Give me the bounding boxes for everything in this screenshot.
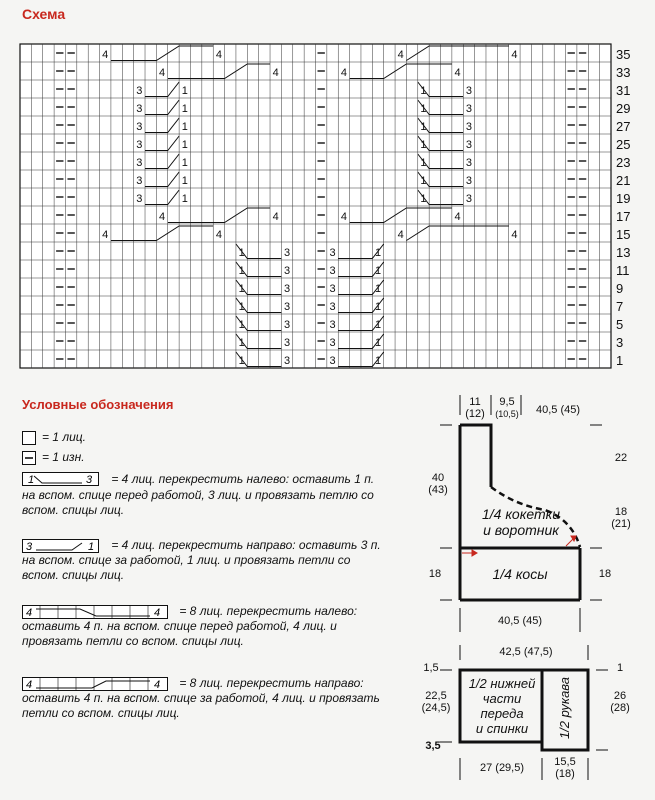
cross-digit: 4: [397, 229, 404, 242]
cross-digit: 4: [511, 49, 518, 62]
legend-cross-left-text: = 4 лиц. перекрестить налево: оставить 1 п. на вспом. спице перед работой, 3 лиц. и провязать петлю со вспом. спицы лиц.: [22, 472, 375, 517]
row-number: 17: [616, 208, 631, 224]
lower-body-label: 1/2 нижней части переда и спинки: [468, 676, 536, 736]
cross-digit: 1: [420, 157, 427, 170]
cross-digit: 1: [420, 85, 427, 98]
sym-1: 1: [28, 474, 35, 486]
legend-cross-8-right-text: = 8 лиц. перекрестить направо: оставить 4 п. на вспом. спице за работой, 4 лиц. и провязать петли со вспом. спицы лиц.: [22, 676, 380, 720]
sym-4c: 4: [26, 678, 33, 691]
cross-digit: 1: [238, 283, 245, 296]
dim-left-1-5: 1,5: [423, 662, 439, 674]
cross-digit: 3: [465, 139, 472, 152]
row-number: 23: [616, 154, 631, 170]
cross-digit: 1: [181, 121, 188, 134]
scheme-title: Схема: [22, 6, 66, 22]
legend-title: Условные обозначения: [22, 397, 174, 412]
dim-bottom-27: 27 (29,5): [479, 762, 525, 774]
cross-digit: 4: [454, 211, 461, 224]
row-number: 25: [616, 136, 631, 152]
sym-4a: 4: [26, 606, 33, 619]
cross-digit: 1: [420, 121, 427, 134]
cross-digit: 3: [329, 247, 336, 260]
row-number: 27: [616, 118, 631, 134]
cross-digit: 4: [159, 67, 166, 80]
cross-digit: 4: [454, 67, 461, 80]
cross-digit: 4: [340, 67, 347, 80]
dim-left-3-5: 3,5: [425, 740, 441, 752]
cross-digit: 3: [465, 85, 472, 98]
dim-right-18: 18: [598, 568, 612, 580]
cross-digit: 3: [284, 355, 291, 368]
cross-digit: 4: [397, 49, 404, 62]
cross-digit: 1: [238, 301, 245, 314]
cross-digit: 3: [136, 193, 143, 206]
cross-digit: 3: [136, 157, 143, 170]
row-number: 35: [616, 46, 631, 62]
cross-digit: 1: [238, 265, 245, 278]
dim-left-18: 18: [428, 568, 442, 580]
row-number: 7: [616, 298, 624, 314]
cross-digit: 1: [181, 193, 188, 206]
cross-digit: 3: [465, 193, 472, 206]
cross-digit: 3: [329, 301, 336, 314]
cross-digit: 3: [284, 247, 291, 260]
row-number: 9: [616, 280, 624, 296]
sym-4b: 4: [154, 606, 161, 619]
cross-digit: 1: [420, 175, 427, 188]
cross-digit: 3: [329, 283, 336, 296]
row-number: 11: [616, 262, 630, 278]
row-number: 19: [616, 190, 631, 206]
cross-digit: 1: [374, 301, 382, 314]
cross-digit: 4: [102, 229, 109, 242]
row-number: 13: [616, 244, 631, 260]
yoke-label: 1/4 кокетки и воротник: [481, 506, 561, 538]
cross-digit: 3: [465, 103, 472, 116]
dim-left-40: 40 (43): [428, 472, 448, 496]
cross-digit: 3: [284, 337, 291, 350]
cross-digit: 1: [420, 193, 427, 206]
cross-digit: 1: [374, 337, 382, 350]
sym-3b: 3: [26, 540, 33, 553]
dim-width-42-5: 42,5 (47,5): [499, 646, 553, 658]
dim-left-22-5: 22,5 (24,5): [421, 690, 451, 714]
legend-knit-text: = 1 лиц.: [42, 430, 86, 444]
cross-digit: 1: [181, 157, 188, 170]
cross-digit: 1: [238, 355, 245, 368]
cross-digit: 4: [272, 211, 279, 224]
legend-purl-text: = 1 изн.: [42, 450, 85, 464]
cross-digit: 1: [181, 139, 188, 152]
cross-digit: 1: [420, 139, 427, 152]
cross-digit: 3: [284, 319, 291, 332]
cross-digit: 1: [374, 247, 382, 260]
dim-top-11: 11 (12): [465, 396, 485, 420]
sym-3: 3: [86, 474, 93, 486]
dim-bottom-15-5: 15,5 (18): [554, 756, 576, 780]
cross-digit: 4: [159, 211, 166, 224]
cross-digit: 3: [465, 121, 472, 134]
dim-right-1: 1: [616, 662, 624, 674]
cross-digit: 3: [136, 175, 143, 188]
dim-top-9-5: 9,5 (10,5): [495, 396, 519, 419]
cross-digit: 3: [465, 175, 472, 188]
cross-digit: 3: [136, 139, 143, 152]
row-number: 31: [616, 82, 631, 98]
cross-digit: 4: [215, 49, 222, 62]
cross-digit: 1: [374, 265, 382, 278]
dim-right-26: 26 (28): [610, 690, 630, 714]
cables-label: 1/4 косы: [492, 566, 548, 582]
cross-digit: 1: [374, 283, 382, 296]
cross-digit: 3: [136, 121, 143, 134]
cross-digit: 3: [329, 355, 336, 368]
dim-right-22: 22: [614, 452, 628, 464]
row-number: 21: [616, 172, 631, 188]
cross-digit: 3: [329, 337, 336, 350]
row-number: 5: [616, 316, 624, 332]
cross-digit: 1: [238, 247, 245, 260]
cross-digit: 3: [136, 103, 143, 116]
legend-cross-8-left-text: = 8 лиц. перекрестить налево: оставить 4 п. на вспом. спице перед работой, 4 лиц. и провязать петли со вспом. спицы лиц.: [22, 604, 358, 648]
cross-digit: 1: [374, 319, 382, 332]
cross-digit: 4: [272, 67, 279, 80]
cross-digit: 3: [329, 319, 336, 332]
cross-digit: 1: [238, 337, 245, 350]
cross-digit: 3: [329, 265, 336, 278]
dim-top-40-5: 40,5 (45): [535, 404, 581, 416]
cross-digit: 4: [215, 229, 222, 242]
legend-cross-right-text: = 4 лиц. перекрестить направо: оставить 3 п. на вспом. спице за работой, 1 лиц. и провязать петли со вспом. спицы лиц.: [22, 538, 381, 582]
sleeve-label: 1/2 рукава: [557, 676, 572, 740]
cross-digit: 1: [181, 103, 188, 116]
cross-digit: 4: [340, 211, 347, 224]
row-number: 15: [616, 226, 631, 242]
cross-digit: 3: [284, 265, 291, 278]
cross-digit: 1: [181, 85, 188, 98]
cross-digit: 1: [238, 319, 245, 332]
cross-digit: 1: [420, 103, 427, 116]
row-number: 3: [616, 334, 624, 350]
cross-digit: 3: [284, 283, 291, 296]
cross-digit: 3: [465, 157, 472, 170]
cross-digit: 3: [136, 85, 143, 98]
dim-right-18-21: 18 (21): [611, 506, 631, 530]
row-number: 29: [616, 100, 631, 116]
dim-bottom-40-5: 40,5 (45): [497, 615, 543, 627]
cross-digit: 1: [181, 175, 188, 188]
row-number: 33: [616, 64, 631, 80]
sym-4d: 4: [154, 678, 161, 691]
sym-1b: 1: [88, 540, 95, 553]
cross-digit: 1: [374, 355, 382, 368]
cross-digit: 3: [284, 301, 291, 314]
cross-digit: 4: [511, 229, 518, 242]
row-number: 1: [616, 352, 624, 368]
cross-digit: 4: [102, 49, 109, 62]
